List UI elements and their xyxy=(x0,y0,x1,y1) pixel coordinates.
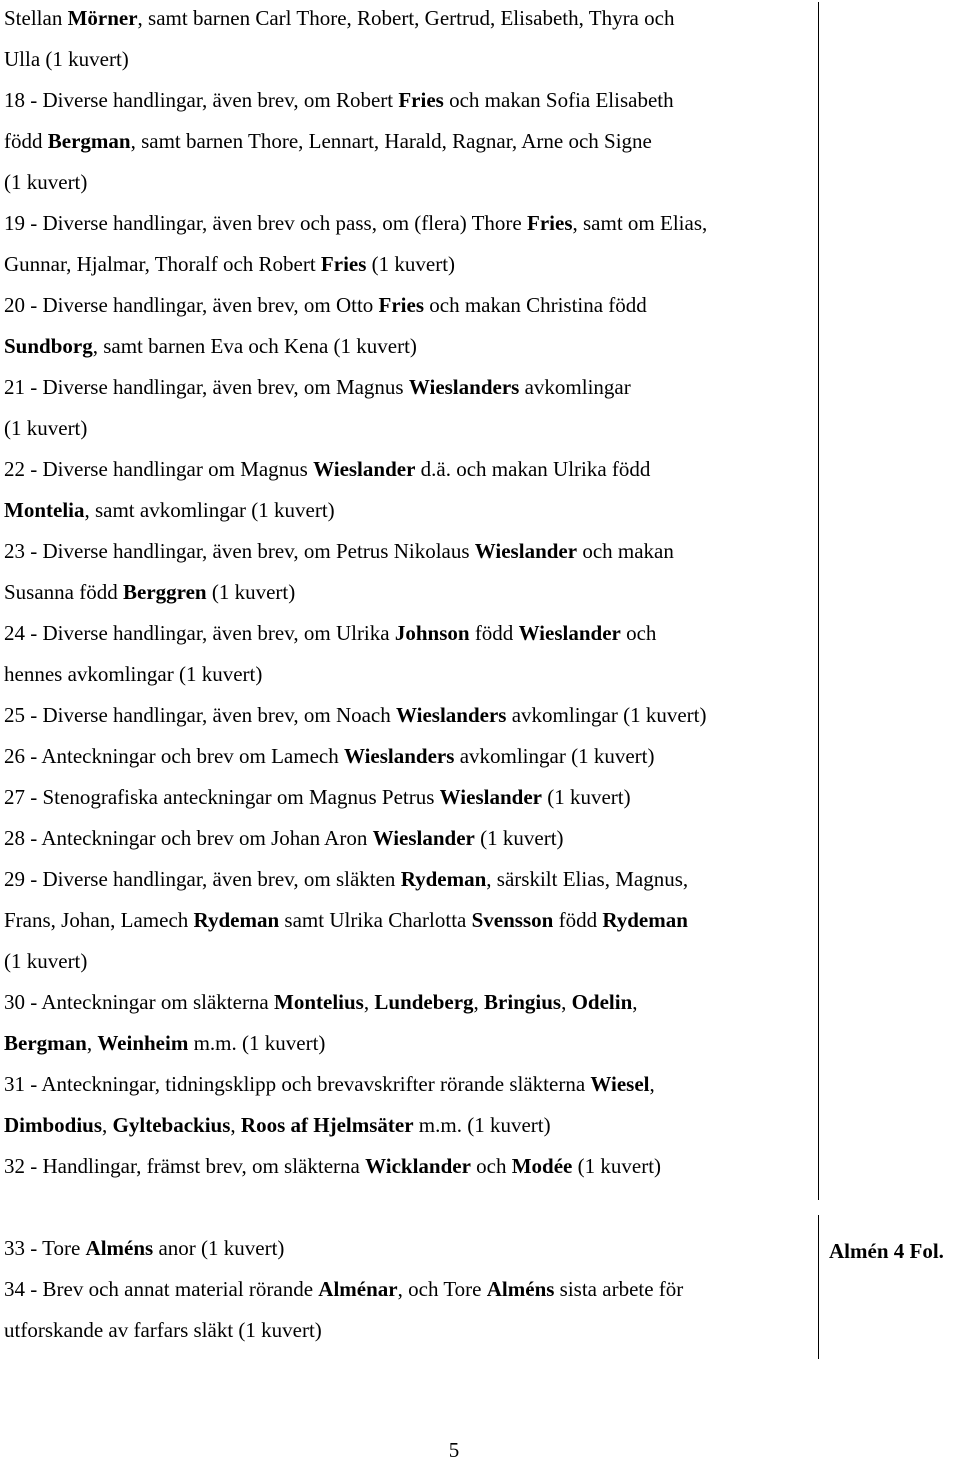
text-line xyxy=(4,492,812,533)
page-number: 5 xyxy=(448,1438,460,1462)
bold-name: Fries xyxy=(320,252,367,276)
text-run: anor (1 kuvert) xyxy=(153,1236,285,1260)
text-run: 26 - Anteckningar och brev om Lamech xyxy=(4,744,344,768)
bold-name: Odelin xyxy=(571,990,633,1014)
text-run: 27 - Stenografiska anteckningar om Magnus Petrus xyxy=(4,785,440,809)
bold-name: Dimbodius xyxy=(4,1113,103,1137)
text-line xyxy=(4,779,812,820)
text-run: 22 - Diverse handlingar om Magnus xyxy=(4,457,314,481)
text-run: född xyxy=(469,621,519,645)
text-run: 23 - Diverse handlingar, även brev, om Petrus Nikolaus xyxy=(4,539,475,563)
text-line xyxy=(4,574,812,615)
text-run: , samt barnen Thore, Lennart, Harald, Ragnar, Arne och Signe xyxy=(130,129,652,153)
text-run: 31 - Anteckningar, tidningsklipp och brevavskrifter rörande släkterna xyxy=(4,1072,591,1096)
bold-name: Bergman xyxy=(47,129,131,153)
text-run: 21 - Diverse handlingar, även brev, om Magnus xyxy=(4,375,409,399)
text-run: Frans, Johan, Lamech xyxy=(4,908,194,932)
bold-name: Svensson xyxy=(471,908,554,932)
bold-name: Wieslander xyxy=(372,826,475,850)
shelf-mark-label: Almén 4 Fol. xyxy=(829,1239,944,1263)
text-run: 28 - Anteckningar och brev om Johan Aron xyxy=(4,826,373,850)
entry-list-almen xyxy=(4,1230,812,1353)
bold-name: Fries xyxy=(527,211,573,235)
bold-name: Alménar xyxy=(318,1277,398,1301)
text-run: 19 - Diverse handlingar, även brev och pass, om (flera) Thore xyxy=(4,211,528,235)
text-run: , samt barnen Carl Thore, Robert, Gertrud, Elisabeth, Thyra och xyxy=(137,6,675,30)
text-run: (1 kuvert) xyxy=(4,416,88,440)
text-run: och xyxy=(470,1154,512,1178)
text-run: , xyxy=(632,990,638,1014)
text-run: avkomlingar xyxy=(519,375,631,399)
text-line xyxy=(4,1312,812,1353)
text-run: 34 - Brev och annat material rörande xyxy=(4,1277,319,1301)
bold-name: Wieslander xyxy=(474,539,578,563)
bold-name: Fries xyxy=(378,293,425,317)
text-line xyxy=(4,1271,812,1312)
text-run: 25 - Diverse handlingar, även brev, om Noach xyxy=(4,703,396,727)
bold-name: Wieslander xyxy=(439,785,542,809)
text-line xyxy=(4,410,812,451)
text-run: (1 kuvert) xyxy=(474,826,564,850)
bold-name: Wiesel xyxy=(590,1072,650,1096)
text-run: Stellan xyxy=(4,6,68,30)
text-run: hennes avkomlingar (1 kuvert) xyxy=(4,662,263,686)
text-line xyxy=(4,1107,812,1148)
text-line xyxy=(4,943,812,984)
bold-name: Lundeberg xyxy=(374,990,474,1014)
text-run: Susanna född xyxy=(4,580,123,604)
text-line xyxy=(4,861,812,902)
text-line xyxy=(4,1230,812,1271)
text-line xyxy=(4,451,812,492)
bold-name: Sundborg xyxy=(4,334,93,358)
text-line xyxy=(4,246,812,287)
bold-name: Wieslanders xyxy=(343,744,455,768)
text-run: (1 kuvert) xyxy=(572,1154,662,1178)
text-line xyxy=(4,656,812,697)
text-run: , samt avkomlingar (1 kuvert) xyxy=(84,498,335,522)
text-run: , xyxy=(363,990,375,1014)
text-run: , och Tore xyxy=(397,1277,487,1301)
text-run: (1 kuvert) xyxy=(4,949,88,973)
text-line xyxy=(4,902,812,943)
text-line xyxy=(4,615,812,656)
text-run: m.m. (1 kuvert) xyxy=(188,1031,326,1055)
text-run: avkomlingar (1 kuvert) xyxy=(506,703,707,727)
bold-name: Fries xyxy=(398,88,444,112)
text-run: samt Ulrika Charlotta xyxy=(279,908,472,932)
bold-name: Wieslander xyxy=(518,621,621,645)
bold-name: Modée xyxy=(511,1154,573,1178)
bold-name: Gyltebackius xyxy=(112,1113,231,1137)
text-run: , samt om Elias, xyxy=(572,211,708,235)
bold-name: Bringius xyxy=(484,990,562,1014)
text-run: född xyxy=(553,908,603,932)
bold-name: Wicklander xyxy=(365,1154,471,1178)
text-run: och makan Christina född xyxy=(424,293,647,317)
text-line xyxy=(4,0,812,41)
bold-name: Montelia xyxy=(4,498,85,522)
text-run: Gunnar, Hjalmar, Thoralf och Robert xyxy=(4,252,321,276)
text-run: 20 - Diverse handlingar, även brev, om Otto xyxy=(4,293,379,317)
text-run: d.ä. och makan Ulrika född xyxy=(415,457,651,481)
column-divider-top xyxy=(818,2,819,1200)
text-run: (1 kuvert) xyxy=(206,580,296,604)
text-run: och xyxy=(620,621,657,645)
text-run: , särskilt Elias, Magnus, xyxy=(486,867,689,891)
text-line xyxy=(4,123,812,164)
entry-list-main xyxy=(4,0,812,1189)
bold-name: Rydeman xyxy=(400,867,487,891)
text-run: 30 - Anteckningar om släkterna xyxy=(4,990,275,1014)
text-line xyxy=(4,205,812,246)
bold-name: Alméns xyxy=(85,1236,154,1260)
text-run: , xyxy=(473,990,485,1014)
text-line xyxy=(4,1066,812,1107)
text-run: 29 - Diverse handlingar, även brev, om släkten xyxy=(4,867,401,891)
text-run: född xyxy=(4,129,48,153)
text-run: 18 - Diverse handlingar, även brev, om Robert xyxy=(4,88,399,112)
text-line xyxy=(4,820,812,861)
text-run: , xyxy=(102,1113,113,1137)
text-run: (1 kuvert) xyxy=(366,252,456,276)
text-run: 24 - Diverse handlingar, även brev, om Ulrika xyxy=(4,621,395,645)
bold-name: Alméns xyxy=(486,1277,555,1301)
text-run: , samt barnen Eva och Kena (1 kuvert) xyxy=(92,334,417,358)
text-run: (1 kuvert) xyxy=(4,170,88,194)
text-line xyxy=(4,287,812,328)
bold-name: Johnson xyxy=(394,621,470,645)
text-run: (1 kuvert) xyxy=(541,785,631,809)
bold-name: Rydeman xyxy=(602,908,688,932)
text-run: avkomlingar (1 kuvert) xyxy=(454,744,655,768)
text-run: och makan Sofia Elisabeth xyxy=(443,88,674,112)
text-line xyxy=(4,164,812,205)
text-line xyxy=(4,984,812,1025)
bold-name: Roos af Hjelmsäter xyxy=(240,1113,414,1137)
bold-name: Wieslanders xyxy=(408,375,520,399)
bold-name: Mörner xyxy=(67,6,138,30)
bold-name: Bergman xyxy=(4,1031,87,1055)
text-run: m.m. (1 kuvert) xyxy=(413,1113,551,1137)
text-run: och makan xyxy=(577,539,674,563)
text-line xyxy=(4,41,812,82)
bold-name: Berggren xyxy=(123,580,207,604)
text-run: , xyxy=(649,1072,655,1096)
text-run: , xyxy=(230,1113,241,1137)
text-line xyxy=(4,1025,812,1066)
text-run: , xyxy=(561,990,572,1014)
text-run: Ulla (1 kuvert) xyxy=(4,47,129,71)
text-line xyxy=(4,82,812,123)
bold-name: Wieslanders xyxy=(396,703,507,727)
bold-name: Rydeman xyxy=(193,908,280,932)
bold-name: Weinheim xyxy=(97,1031,189,1055)
text-run: 32 - Handlingar, främst brev, om släkterna xyxy=(4,1154,366,1178)
bold-name: Montelius xyxy=(274,990,364,1014)
text-line xyxy=(4,1148,812,1189)
text-line xyxy=(4,369,812,410)
text-run: 33 - Tore xyxy=(4,1236,86,1260)
text-run: sista arbete för xyxy=(554,1277,684,1301)
text-line xyxy=(4,738,812,779)
text-line xyxy=(4,328,812,369)
column-divider-bottom xyxy=(818,1215,819,1359)
bold-name: Wieslander xyxy=(313,457,416,481)
text-line xyxy=(4,697,812,738)
text-line xyxy=(4,533,812,574)
text-run: , xyxy=(86,1031,98,1055)
text-run: utforskande av farfars släkt (1 kuvert) xyxy=(4,1318,322,1342)
